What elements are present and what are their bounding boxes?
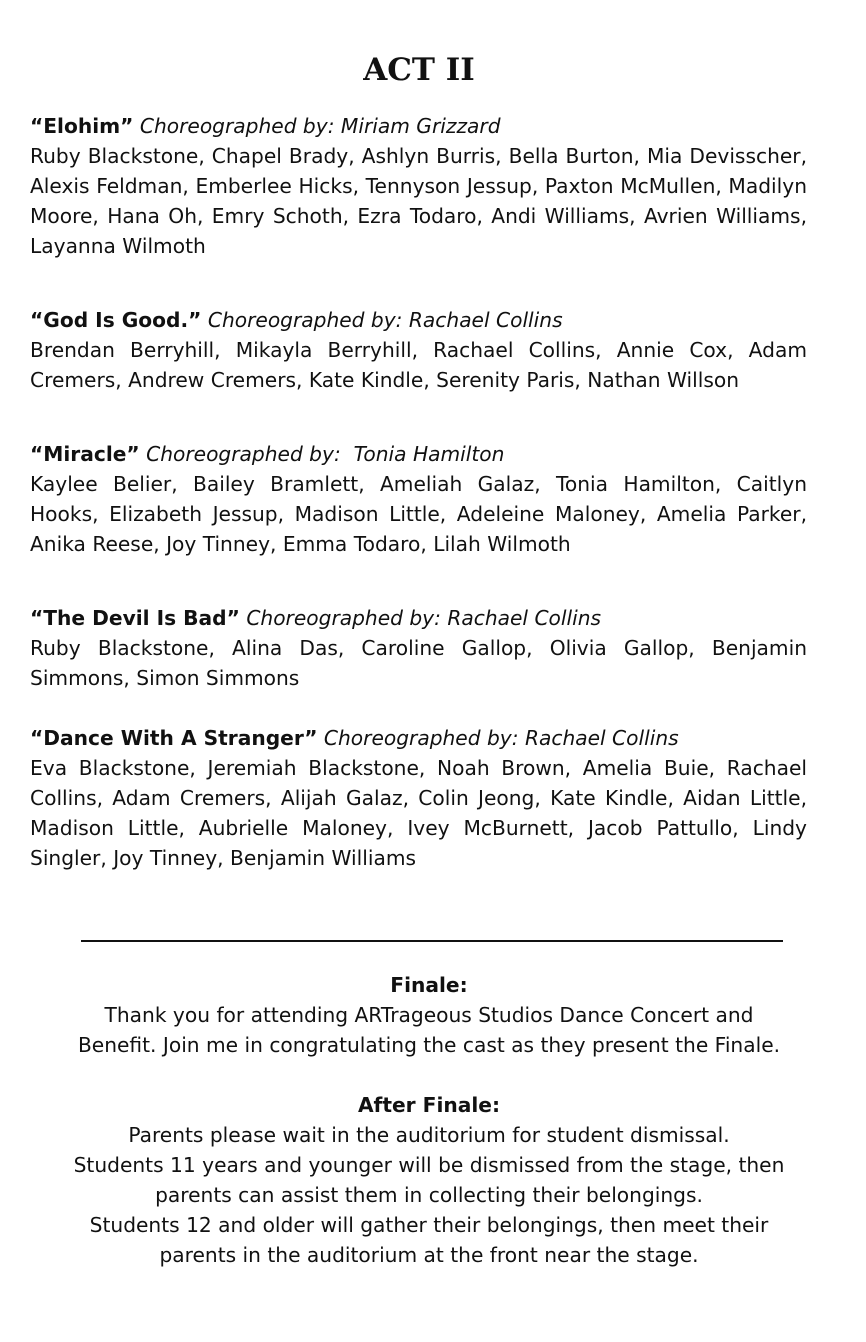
dance-title: “Elohim” bbox=[30, 114, 134, 138]
finale-text-line: Benefit. Join me in congratulating the cast as they present the Finale. bbox=[77, 1033, 781, 1057]
section-divider bbox=[81, 940, 783, 942]
dance-heading bbox=[30, 723, 807, 753]
dance-title: “Miracle” bbox=[30, 442, 140, 466]
section-spacer bbox=[30, 395, 807, 439]
dance-heading bbox=[30, 603, 807, 633]
cast-list: Eva Blackstone, Jeremiah Blackstone, Noah Brown, Amelia Buie, Rachael Collins, Adam Cremers, Alijah Galaz, Colin Jeong, Kate Kindle, Aidan Little, Madison Little, Aubrielle Maloney, Ivey McBurnett, Jacob Pattullo, Lindy Singler, Joy Tinney, Benjamin Williams bbox=[30, 756, 807, 870]
section-spacer bbox=[30, 693, 807, 723]
dance-heading bbox=[30, 111, 807, 141]
after-finale-text-line: Parents please wait in the auditorium for student dismissal. bbox=[128, 1123, 730, 1147]
closing-notes bbox=[30, 970, 828, 1270]
choreographer-credit: Choreographed by: Rachael Collins bbox=[207, 308, 563, 332]
dance-title: “The Devil Is Bad” bbox=[30, 606, 240, 630]
dance-title: “Dance With A Stranger” bbox=[30, 726, 318, 750]
after-finale-text-line: Students 12 and older will gather their belongings, then meet their bbox=[89, 1213, 769, 1237]
finale-label: Finale: bbox=[390, 973, 468, 997]
dance-entry bbox=[30, 439, 807, 559]
cast-list: Ruby Blackstone, Chapel Brady, Ashlyn Burris, Bella Burton, Mia Devisscher, Alexis Feldman, Emberlee Hicks, Tennyson Jessup, Paxton McMullen, Madilyn Moore, Hana Oh, Emry Schoth, Ezra Todaro, Andi Williams, Avrien Williams, Layanna Wilmoth bbox=[30, 144, 807, 258]
section-spacer bbox=[30, 1060, 828, 1090]
after-finale-text-line: parents can assist them in collecting their belongings. bbox=[155, 1183, 703, 1207]
dance-entry bbox=[30, 603, 807, 693]
cast-list: Kaylee Belier, Bailey Bramlett, Ameliah Galaz, Tonia Hamilton, Caitlyn Hooks, Elizabeth Jessup, Madison Little, Adeleine Maloney, Amelia Parker, Anika Reese, Joy Tinney, Emma Todaro, Lilah Wilmoth bbox=[30, 472, 807, 556]
choreographer-credit: Choreographed by: Miriam Grizzard bbox=[139, 114, 501, 138]
after-finale-text-line: parents in the auditorium at the front near the stage. bbox=[159, 1243, 699, 1267]
cast-list: Ruby Blackstone, Alina Das, Caroline Gallop, Olivia Gallop, Benjamin Simmons, Simon Simmons bbox=[30, 636, 807, 690]
dance-entry bbox=[30, 111, 807, 261]
dance-title: “God Is Good.” bbox=[30, 308, 202, 332]
after-finale-label: After Finale: bbox=[357, 1093, 501, 1117]
dance-list bbox=[30, 111, 807, 873]
choreographer-credit: Choreographed by: Tonia Hamilton bbox=[146, 442, 505, 466]
act-title: ACT II bbox=[363, 52, 475, 88]
dance-entry bbox=[30, 305, 807, 395]
choreographer-credit: Choreographed by: Rachael Collins bbox=[246, 606, 602, 630]
dance-entry bbox=[30, 723, 807, 873]
section-spacer bbox=[30, 559, 807, 603]
dance-heading bbox=[30, 439, 807, 469]
choreographer-credit: Choreographed by: Rachael Collins bbox=[323, 726, 679, 750]
cast-list: Brendan Berryhill, Mikayla Berryhill, Rachael Collins, Annie Cox, Adam Cremers, Andrew Cremers, Kate Kindle, Serenity Paris, Nathan Willson bbox=[30, 338, 807, 392]
section-spacer bbox=[30, 261, 807, 305]
dance-heading bbox=[30, 305, 807, 335]
finale-text-line: Thank you for attending ARTrageous Studios Dance Concert and bbox=[104, 1003, 754, 1027]
after-finale-text-line: Students 11 years and younger will be dismissed from the stage, then bbox=[73, 1153, 785, 1177]
